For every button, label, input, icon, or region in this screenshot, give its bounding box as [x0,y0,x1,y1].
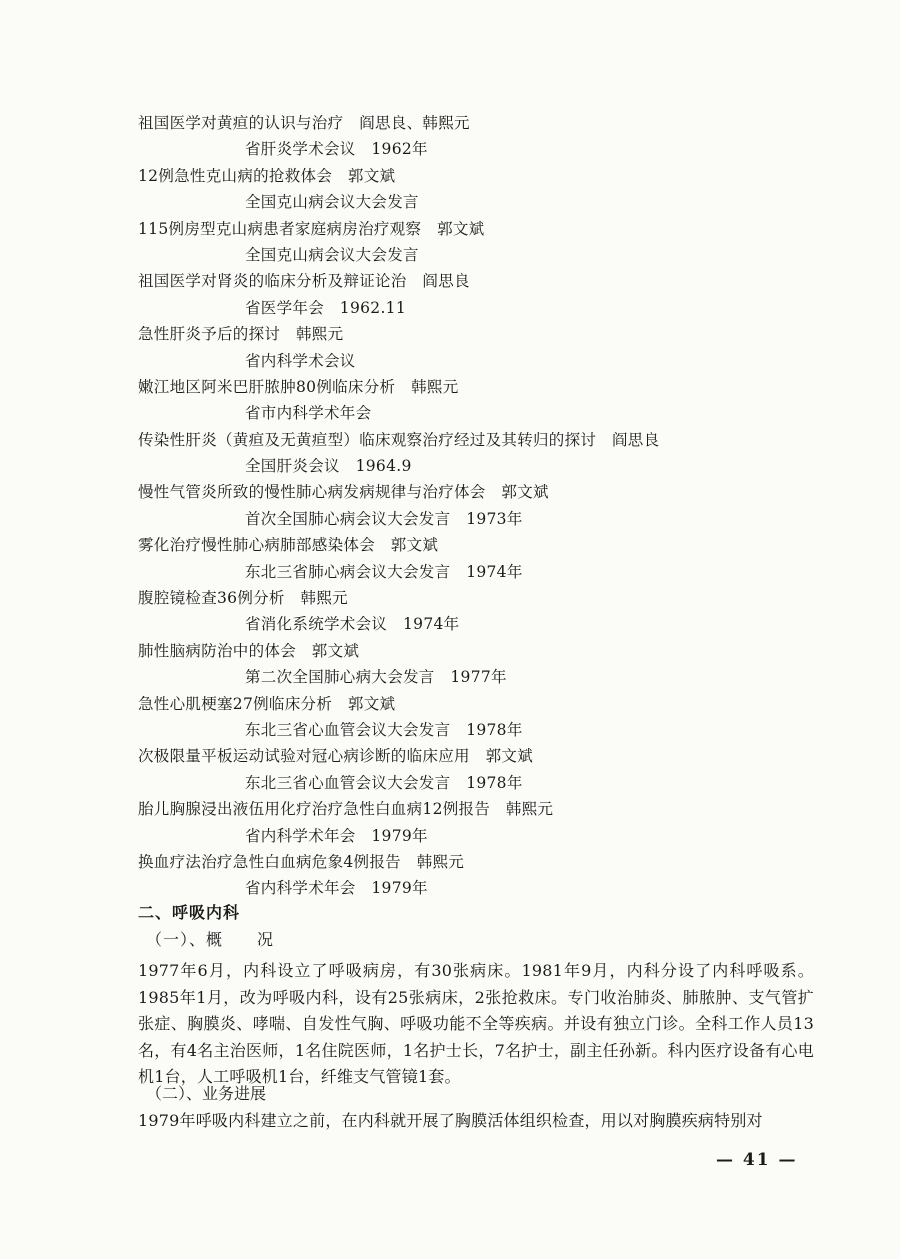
entry-title: 12例急性克山病的抢救体会 郭文斌 [138,166,396,185]
entry-venue: 第二次全国肺心病大会发言 1977年 [245,668,507,687]
section-heading: 二、呼吸内科 [138,903,241,922]
overview-paragraph: 1977年6月，内科设立了呼吸病房，有30张病床。1981年9月，内科分设了内科呼吸系。1985年1月，改为呼吸内科，设有25张病床，2张抢救床。专门收治肺炎、肺脓肿、支气管扩张症、胸膜炎、哮喘、自发性气胸、呼吸功能不全等疾病。并设有独立门诊。全科工作人员13名，有4名主治医师，1名住院医师，1名护士长，7名护士，副主任孙新。科内医疗设备有心电机1台，人工呼吸机1台，纤维支气管镜1套。 [138,961,814,1087]
list-item [138,796,838,849]
list-item [138,479,838,532]
list-item [138,110,838,163]
entry-venue: 省肝炎学术会议 1962年 [245,140,428,159]
entry-title: 雾化治疗慢性肺心病肺部感染体会 郭文斌 [138,536,439,555]
entry-venue: 省内科学术年会 1979年 [245,826,428,845]
list-item [138,374,838,427]
list-item [138,427,838,480]
section-respiratory [138,900,818,954]
entry-title: 次极限量平板运动试验对冠心病诊断的临床应用 郭文斌 [138,747,534,766]
list-item [138,743,838,796]
entry-title: 115例房型克山病患者家庭病房治疗观察 郭文斌 [138,219,485,238]
list-item [138,216,838,269]
page-number: — 41 — [716,1150,798,1170]
entry-venue: 全国克山病会议大会发言 [245,245,419,264]
entry-title: 传染性肝炎（黄疸及无黄疸型）临床观察治疗经过及其转归的探讨 阎思良 [138,430,660,449]
entry-venue: 首次全国肺心病会议大会发言 1973年 [245,509,523,528]
entry-venue: 省市内科学术年会 [245,404,372,423]
subsection-overview-heading: （一）、概 况 [146,930,275,949]
publication-list [138,110,838,902]
list-item [138,638,838,691]
entry-venue: 省内科学术会议 [245,351,356,370]
list-item [138,691,838,744]
entry-title: 嫩江地区阿米巴肝脓肿80例临床分析 韩熙元 [138,377,459,396]
list-item [138,321,838,374]
entry-venue: 东北三省肺心病会议大会发言 1974年 [245,562,523,581]
entry-venue: 省内科学术年会 1979年 [245,879,428,898]
entry-venue: 东北三省心血管会议大会发言 1978年 [245,720,523,739]
entry-title: 祖国医学对肾炎的临床分析及辩证论治 阎思良 [138,272,470,291]
entry-title: 急性心肌梗塞27例临床分析 郭文斌 [138,694,396,713]
entry-title: 胎儿胸腺浸出液伍用化疗治疗急性白血病12例报告 韩熙元 [138,800,554,819]
list-item [138,163,838,216]
entry-title: 换血疗法治疗急性白血病危象4例报告 韩熙元 [138,852,465,871]
list-item [138,585,838,638]
subsection-progress-heading: （二）、业务进展 [146,1084,267,1103]
entry-title: 急性肝炎予后的探讨 韩熙元 [138,325,344,344]
list-item [138,849,838,902]
entry-title: 慢性气管炎所致的慢性肺心病发病规律与治疗体会 郭文斌 [138,483,549,502]
progress-paragraph: 1979年呼吸内科建立之前，在内科就开展了胸膜活体组织检查，用以对胸膜疾病特别对 [138,1111,763,1130]
entry-title: 祖国医学对黄疸的认识与治疗 阎思良、韩熙元 [138,114,470,132]
entry-venue: 东北三省心血管会议大会发言 1978年 [245,773,523,792]
list-item [138,268,838,321]
entry-title: 腹腔镜检查36例分析 韩熙元 [138,589,348,608]
entry-venue: 全国克山病会议大会发言 [245,193,419,212]
entry-venue: 省医学年会 1962.11 [245,298,406,317]
entry-venue: 全国肝炎会议 1964.9 [245,457,412,476]
entry-venue: 省消化系统学术会议 1974年 [245,615,460,634]
entry-title: 肺性脑病防治中的体会 郭文斌 [138,641,360,660]
list-item [138,532,838,585]
